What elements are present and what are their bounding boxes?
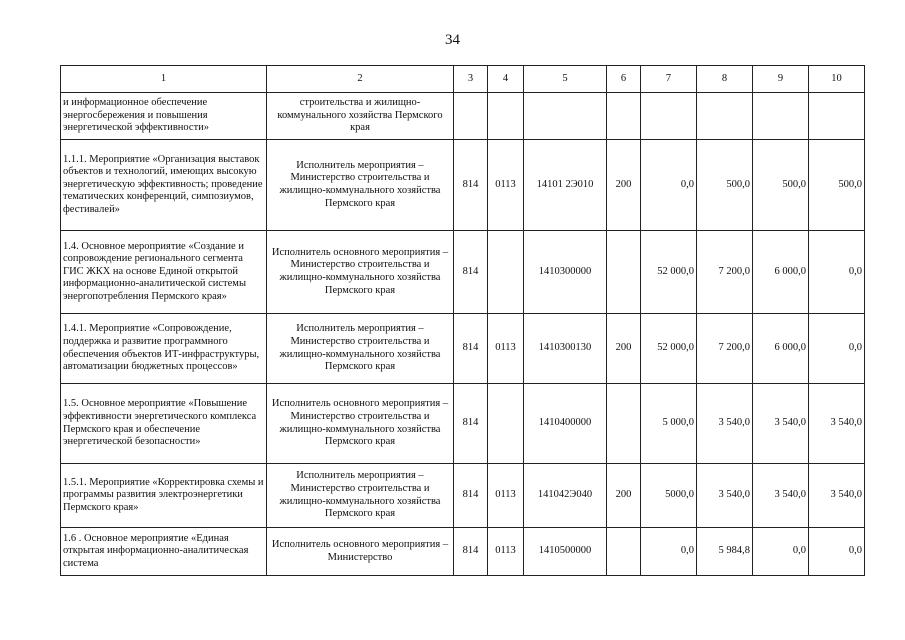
- budget-table: [60, 65, 865, 576]
- column-header: 3: [454, 66, 488, 93]
- amount-cell: 0,0: [641, 140, 697, 231]
- table-row: [61, 231, 865, 314]
- activity-name-cell: 1.6 . Основное мероприятие «Единая открытая информационно-аналитическая система: [61, 528, 267, 576]
- table-row: [61, 93, 865, 140]
- executor-cell: Исполнитель мероприятия – Министерство строительства и жилищно-коммунального хозяйства Пермского края: [267, 314, 454, 384]
- target-code-cell: 14101 2Э010: [524, 140, 607, 231]
- amount-cell: 3 540,0: [697, 464, 753, 528]
- column-header: 7: [641, 66, 697, 93]
- executor-cell: строительства и жилищно-коммунального хозяйства Пермского края: [267, 93, 454, 140]
- table-row: [61, 464, 865, 528]
- amount-cell: 0,0: [641, 528, 697, 576]
- header-row: [61, 66, 865, 93]
- activity-name-cell: 1.1.1. Мероприятие «Организация выставок объектов и технологий, имеющих высокую энергетическую эффективность; проведение тематических конференций, симпозиумов, фестивалей»: [61, 140, 267, 231]
- column-header: 4: [488, 66, 524, 93]
- executor-cell: Исполнитель основного мероприятия – Министерство: [267, 528, 454, 576]
- expense-type-cell: 200: [607, 464, 641, 528]
- gov-code-cell: 814: [454, 464, 488, 528]
- column-header: 10: [809, 66, 865, 93]
- table-row: [61, 140, 865, 231]
- gov-code-cell: 814: [454, 528, 488, 576]
- executor-cell: Исполнитель основного мероприятия – Министерство строительства и жилищно-коммунального хозяйства Пермского края: [267, 231, 454, 314]
- amount-cell: 6 000,0: [753, 231, 809, 314]
- target-code-cell: 1410300000: [524, 231, 607, 314]
- amount-cell: [753, 93, 809, 140]
- amount-cell: 3 540,0: [697, 384, 753, 464]
- target-code-cell: 141042Э040: [524, 464, 607, 528]
- amount-cell: 3 540,0: [809, 384, 865, 464]
- executor-cell: Исполнитель основного мероприятия – Министерство строительства и жилищно-коммунального хозяйства Пермского края: [267, 384, 454, 464]
- gov-code-cell: 814: [454, 140, 488, 231]
- column-header: 9: [753, 66, 809, 93]
- target-code-cell: 1410300130: [524, 314, 607, 384]
- column-header: 2: [267, 66, 454, 93]
- amount-cell: 3 540,0: [753, 384, 809, 464]
- amount-cell: 0,0: [809, 528, 865, 576]
- gov-code-cell: [454, 93, 488, 140]
- amount-cell: 5 000,0: [641, 384, 697, 464]
- expense-type-cell: 200: [607, 314, 641, 384]
- amount-cell: 500,0: [697, 140, 753, 231]
- section-code-cell: 0113: [488, 140, 524, 231]
- page-number: 34: [445, 32, 460, 48]
- table-row: [61, 314, 865, 384]
- amount-cell: 7 200,0: [697, 231, 753, 314]
- column-header: 8: [697, 66, 753, 93]
- column-header: 6: [607, 66, 641, 93]
- activity-name-cell: и информационное обеспечение энергосбережения и повышения энергетической эффективности»: [61, 93, 267, 140]
- section-code-cell: [488, 231, 524, 314]
- amount-cell: 500,0: [753, 140, 809, 231]
- table-row: [61, 528, 865, 576]
- expense-type-cell: [607, 93, 641, 140]
- section-code-cell: [488, 384, 524, 464]
- gov-code-cell: 814: [454, 231, 488, 314]
- target-code-cell: 1410400000: [524, 384, 607, 464]
- activity-name-cell: 1.5.1. Мероприятие «Корректировка схемы и программы развития электроэнергетики Пермского края»: [61, 464, 267, 528]
- section-code-cell: [488, 93, 524, 140]
- activity-name-cell: 1.4.1. Мероприятие «Сопровождение, поддержка и развитие программного обеспечения объектов ИТ-инфраструктуры, автоматизации бюджетных процессов»: [61, 314, 267, 384]
- gov-code-cell: 814: [454, 314, 488, 384]
- amount-cell: 0,0: [809, 314, 865, 384]
- amount-cell: 5000,0: [641, 464, 697, 528]
- amount-cell: 500,0: [809, 140, 865, 231]
- column-header: 1: [61, 66, 267, 93]
- amount-cell: 3 540,0: [753, 464, 809, 528]
- activity-name-cell: 1.5. Основное мероприятие «Повышение эффективности энергетического комплекса Пермского края и обеспечение энергетической безопасности»: [61, 384, 267, 464]
- section-code-cell: 0113: [488, 464, 524, 528]
- amount-cell: 52 000,0: [641, 314, 697, 384]
- expense-type-cell: [607, 231, 641, 314]
- expense-type-cell: 200: [607, 140, 641, 231]
- amount-cell: [697, 93, 753, 140]
- amount-cell: [641, 93, 697, 140]
- amount-cell: 7 200,0: [697, 314, 753, 384]
- gov-code-cell: 814: [454, 384, 488, 464]
- executor-cell: Исполнитель мероприятия – Министерство строительства и жилищно-коммунального хозяйства Пермского края: [267, 140, 454, 231]
- table-row: [61, 384, 865, 464]
- expense-type-cell: [607, 384, 641, 464]
- section-code-cell: 0113: [488, 528, 524, 576]
- amount-cell: 0,0: [809, 231, 865, 314]
- amount-cell: 0,0: [753, 528, 809, 576]
- expense-type-cell: [607, 528, 641, 576]
- amount-cell: 5 984,8: [697, 528, 753, 576]
- amount-cell: [809, 93, 865, 140]
- target-code-cell: 1410500000: [524, 528, 607, 576]
- section-code-cell: 0113: [488, 314, 524, 384]
- target-code-cell: [524, 93, 607, 140]
- column-header: 5: [524, 66, 607, 93]
- activity-name-cell: 1.4. Основное мероприятие «Создание и сопровождение регионального сегмента ГИС ЖКХ на основе Единой открытой информационно-аналитической системы энергопотребления Пермского края»: [61, 231, 267, 314]
- amount-cell: 52 000,0: [641, 231, 697, 314]
- amount-cell: 6 000,0: [753, 314, 809, 384]
- executor-cell: Исполнитель мероприятия – Министерство строительства и жилищно-коммунального хозяйства Пермского края: [267, 464, 454, 528]
- amount-cell: 3 540,0: [809, 464, 865, 528]
